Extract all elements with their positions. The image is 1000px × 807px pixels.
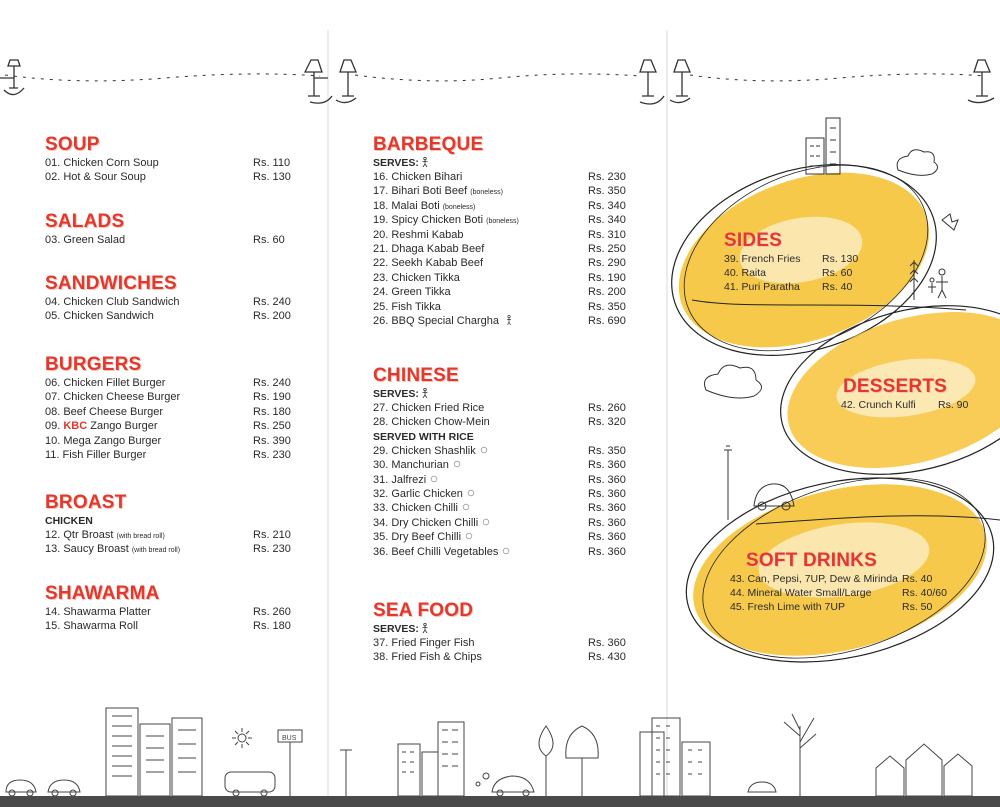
- menu-item: 30. Manchurian Rs. 360: [373, 459, 626, 472]
- rice-bowl-icon: [466, 533, 472, 539]
- ground-strip: [0, 796, 1000, 807]
- menu-section-salads: [45, 211, 305, 247]
- menu-section-sides: [724, 230, 884, 295]
- menu-item: 38. Fried Fish & Chips Rs. 430: [373, 651, 626, 664]
- menu-item: 44. Mineral Water Small/Large Rs. 40/60: [730, 587, 947, 600]
- rice-bowl-icon: [483, 519, 489, 525]
- right-panel-decoration: [666, 100, 1000, 800]
- menu-item: 41. Puri Paratha Rs. 40: [724, 281, 853, 294]
- serves-label: SERVES:: [373, 623, 419, 635]
- menu-item: 01. Chicken Corn Soup Rs. 110: [45, 157, 291, 169]
- menu-item: 04. Chicken Club Sandwich Rs. 240: [45, 296, 291, 308]
- menu-item: 29. Chicken Shashlik Rs. 350: [373, 444, 626, 457]
- menu-item: 27. Chicken Fried Rice Rs. 260: [373, 402, 626, 414]
- menu-item: 13. Saucy Broast (with bread roll) Rs. 230: [45, 543, 291, 556]
- menu-item: 18. Malai Boti (boneless) Rs. 340: [373, 199, 626, 212]
- menu-section-shawarma: [45, 583, 305, 634]
- section-title: SHAWARMA: [45, 583, 160, 604]
- served-with-rice-label: SERVED WITH RICE: [373, 430, 474, 443]
- section-title: SIDES: [724, 230, 783, 251]
- rice-bowl-icon: [503, 547, 509, 553]
- street-lamp-icon: [968, 60, 994, 103]
- menu-section-burgers: [45, 354, 305, 462]
- serves-label: SERVES:: [373, 157, 419, 169]
- menu-item: 14. Shawarma Platter Rs. 260: [45, 606, 291, 618]
- section-title: SANDWICHES: [45, 273, 177, 294]
- section-title: SEA FOOD: [373, 600, 474, 621]
- menu-item: 40. Raita Rs. 60: [724, 267, 853, 280]
- menu-section-sandwiches: [45, 273, 305, 324]
- menu-section-sea-food: [373, 600, 633, 665]
- menu-item: 17. Bihari Boti Beef (boneless) Rs. 350: [373, 185, 626, 198]
- section-title: SALADS: [45, 211, 125, 232]
- section-title: BURGERS: [45, 354, 142, 375]
- menu-item: 15. Shawarma Roll Rs. 180: [45, 620, 291, 633]
- street-lamp-icon: [305, 60, 356, 103]
- section-title: SOFT DRINKS: [746, 550, 877, 571]
- menu-item: 02. Hot & Sour Soup Rs. 130: [45, 171, 291, 184]
- menu-item: 21. Dhaga Kabab Beef Rs. 250: [373, 242, 626, 255]
- menu-section-soup: [45, 134, 305, 185]
- section-title: SOUP: [45, 134, 100, 155]
- menu-item: 10. Mega Zango Burger Rs. 390: [45, 434, 291, 447]
- menu-section-barbeque: [373, 134, 633, 328]
- rice-bowl-icon: [454, 461, 460, 467]
- section-title: DESSERTS: [843, 376, 948, 397]
- rice-bowl-icon: [468, 490, 474, 496]
- menu-item: 34. Dry Chicken Chilli Rs. 360: [373, 516, 626, 529]
- menu-item: 22. Seekh Kabab Beef Rs. 290: [373, 257, 626, 270]
- rice-bowl-icon: [481, 447, 487, 453]
- menu-item: 32. Garlic Chicken Rs. 360: [373, 487, 626, 500]
- menu-item: 37. Fried Finger Fish Rs. 360: [373, 637, 626, 649]
- menu-item: 11. Fish Filler Burger Rs. 230: [45, 448, 291, 461]
- menu-item: 03. Green Salad Rs. 60: [45, 234, 285, 246]
- person-icon: [421, 623, 429, 633]
- menu-item: 16. Chicken Bihari Rs. 230: [373, 171, 626, 183]
- menu-item: 43. Can, Pepsi, 7UP, Dew & Mirinda Rs. 40: [730, 573, 933, 585]
- menu-item: 42. Crunch Kulfi Rs. 90: [841, 399, 969, 411]
- person-icon: [421, 157, 429, 167]
- menu-item: 45. Fresh Lime with 7UP Rs. 50: [730, 601, 933, 614]
- menu-item: 20. Reshmi Kabab Rs. 310: [373, 228, 626, 241]
- street-lamp-icon: [0, 60, 24, 95]
- menu-item: 12. Qtr Broast (with bread roll) Rs. 210: [45, 529, 291, 541]
- menu-section-desserts: [843, 376, 983, 412]
- menu-item: 26. BBQ Special Chargha Rs. 690: [373, 314, 626, 327]
- menu-section-chinese: [373, 365, 633, 559]
- section-note: CHICKEN: [45, 515, 93, 527]
- section-title: CHINESE: [373, 365, 459, 386]
- panel-fold: [327, 30, 329, 800]
- menu-item: 24. Green Tikka Rs. 200: [373, 286, 626, 299]
- menu-item: 09. KBC Zango Burger Rs. 250: [45, 420, 291, 433]
- menu-item: 39. French Fries Rs. 130: [724, 253, 859, 265]
- street-lamp-icon: [640, 60, 690, 104]
- rice-bowl-icon: [463, 504, 469, 510]
- menu-item: 05. Chicken Sandwich Rs. 200: [45, 310, 291, 323]
- menu-item: 33. Chicken Chilli Rs. 360: [373, 502, 626, 515]
- menu-item: 08. Beef Cheese Burger Rs. 180: [45, 405, 291, 418]
- menu-item: 36. Beef Chilli Vegetables Rs. 360: [373, 545, 626, 558]
- bus-sign-label: BUS: [282, 735, 297, 742]
- person-icon: [421, 388, 429, 398]
- menu-section-soft-drinks: [730, 550, 986, 615]
- three-people-icon: [501, 315, 517, 325]
- menu-item: 19. Spicy Chicken Boti (boneless) Rs. 340: [373, 214, 626, 227]
- menu-item: 25. Fish Tikka Rs. 350: [373, 300, 626, 313]
- rice-bowl-icon: [431, 475, 437, 481]
- menu-item: 07. Chicken Cheese Burger Rs. 190: [45, 391, 291, 404]
- menu-section-broast: [45, 492, 305, 557]
- menu-item: 35. Dry Beef Chilli Rs. 360: [373, 531, 626, 544]
- kbc-brand: KBC: [63, 420, 88, 433]
- section-title: BARBEQUE: [373, 134, 484, 155]
- section-title: BROAST: [45, 492, 127, 513]
- menu-item: 06. Chicken Fillet Burger Rs. 240: [45, 377, 291, 389]
- menu-item: 28. Chicken Chow-Mein Rs. 320: [373, 416, 626, 429]
- serves-label: SERVES:: [373, 388, 419, 400]
- menu-item: 31. Jalfrezi Rs. 360: [373, 473, 626, 486]
- menu-item: 23. Chicken Tikka Rs. 190: [373, 271, 626, 284]
